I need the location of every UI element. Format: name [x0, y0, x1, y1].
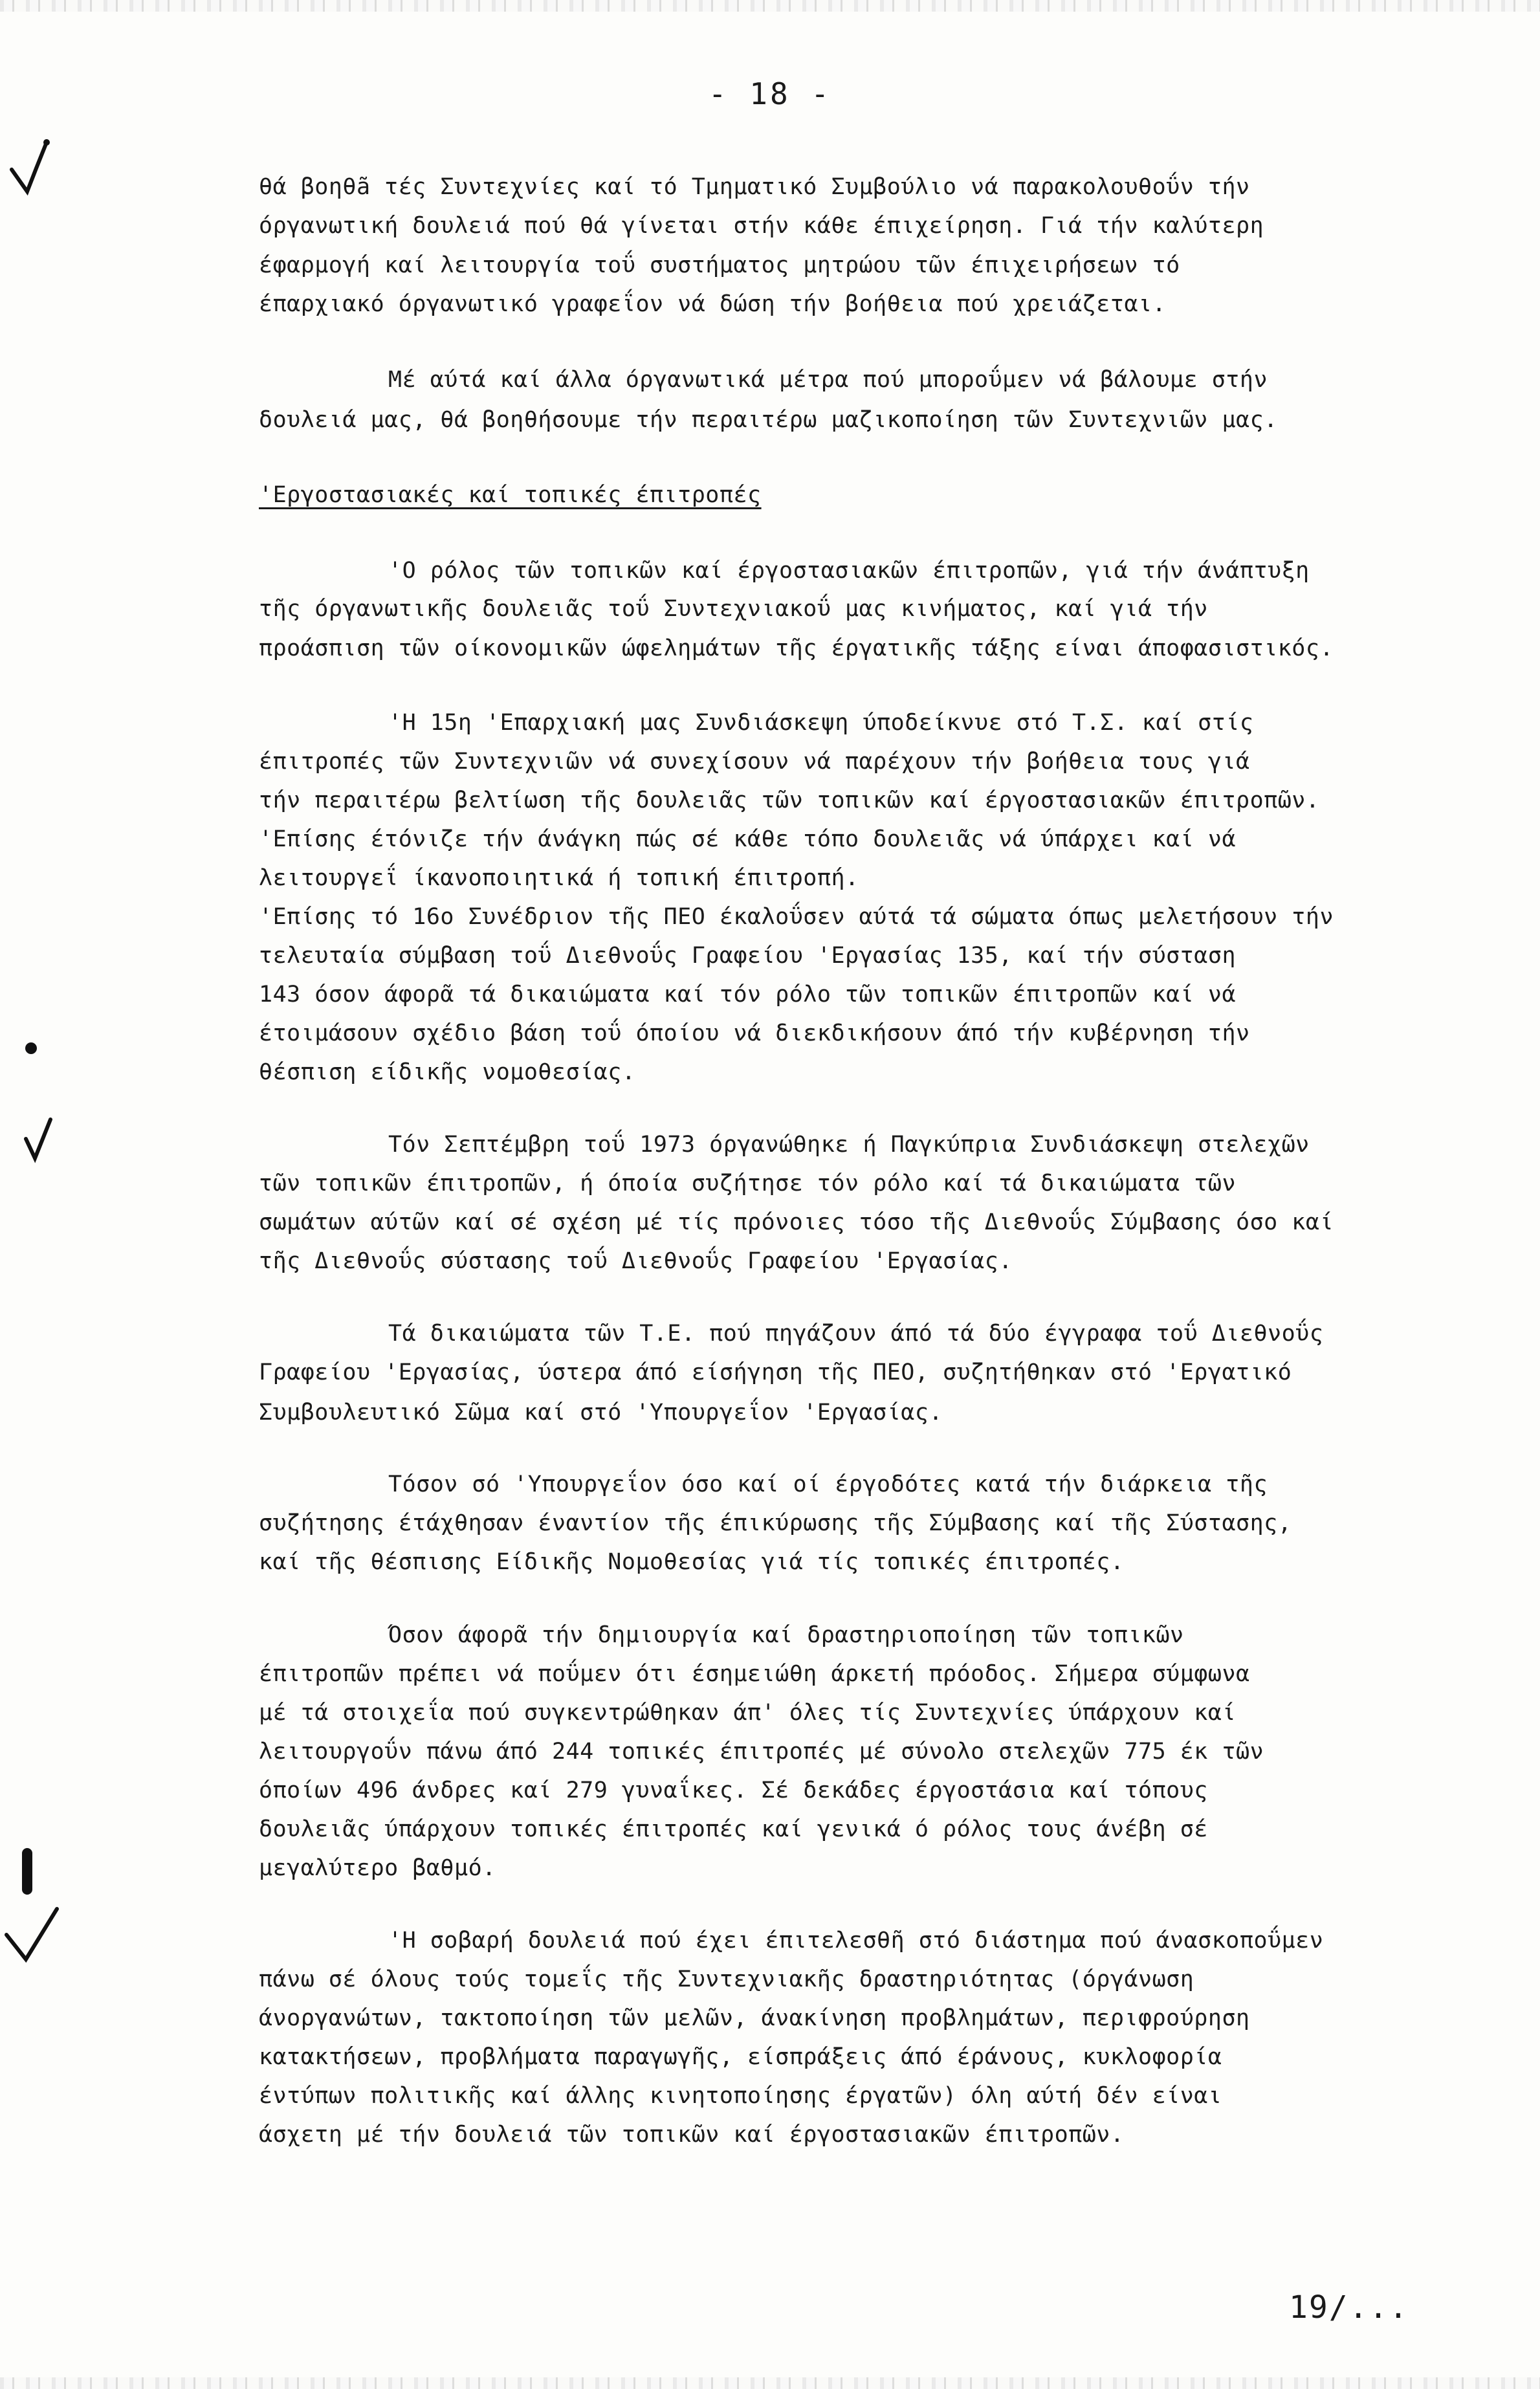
top-scan-edge: [0, 0, 1540, 12]
margin-check-mark-icon: [6, 129, 58, 207]
text-line: έφαρμογή καί λειτουργία τοΰ συστήματος μητρώου τῶν έπιχειρήσεων τό: [259, 252, 1180, 278]
text-line: προάσπιση τῶν οίκονομικῶν ώφελημάτων τῆς έργατικῆς τάξης είναι άποφασιστικός.: [259, 635, 1334, 661]
text-line: μεγαλύτερο βαθμό.: [259, 1855, 496, 1881]
continuation-marker: 19/...: [1289, 2289, 1409, 2326]
text-line: Τόν Σεπτέμβρη τοΰ 1973 όργανώθηκε ή Παγκύπρια Συνδιάσκεψη στελεχῶν: [388, 1132, 1310, 1158]
text-line: Συμβουλευτικό Σῶμα καί στό 'Υπουργεΐον 'Εργασίας.: [259, 1400, 943, 1426]
text-line: 143 όσον άφορᾶ τά δικαιώματα καί τόν ρόλο τῶν τοπικῶν έπιτροπῶν καί νά: [259, 982, 1237, 1007]
text-line: καί τῆς θέσπισης Είδικῆς Νομοθεσίας γιά τίς τοπικές έπιτροπές.: [259, 1549, 1125, 1575]
text-line: μέ τά στοιχεΐα πού συγκεντρώθηκαν άπ' όλες τίς Συντεχνίες ύπάρχουν καί: [259, 1700, 1237, 1726]
margin-punch-mark-icon: [12, 1844, 44, 1902]
text-line: τήν περαιτέρω βελτίωση τῆς δουλειᾶς τῶν τοπικῶν καί έργοστασιακῶν έπιτροπῶν.: [259, 787, 1320, 813]
text-line: σωμάτων αύτῶν καί σέ σχέση μέ τίς πρόνοιες τόσο τῆς Διεθνοΰς Σύμβασης όσο καί: [259, 1209, 1334, 1235]
text-line: 'Επίσης έτόνιζε τήν άνάγκη πώς σέ κάθε τόπο δουλειᾶς νά ύπάρχει καί νά: [259, 826, 1237, 852]
text-line: τελευταία σύμβαση τοΰ Διεθνοΰς Γραφείου 'Εργασίας 135, καί τήν σύσταση: [259, 943, 1237, 969]
bottom-scan-edge: [0, 2377, 1540, 2389]
text-line: Όσον άφορᾶ τήν δημιουργία καί δραστηριοποίηση τῶν τοπικῶν: [388, 1622, 1184, 1648]
text-line: έπιτροπές τῶν Συντεχνιῶν νά συνεχίσουν νά παρέχουν τήν βοήθεια τους γιά: [259, 749, 1250, 775]
text-line: όποίων 496 άνδρες καί 279 γυναΐκες. Σέ δεκάδες έργοστάσια καί τόπους: [259, 1778, 1208, 1803]
text-line: δουλειά μας, θά βοηθήσουμε τήν περαιτέρω μαζικοποίηση τῶν Συντεχνιῶν μας.: [259, 407, 1278, 433]
text-line: Γραφείου 'Εργασίας, ύστερα άπό είσήγηση τῆς ΠΕΟ, συζητήθηκαν στό 'Εργατικό: [259, 1360, 1292, 1385]
text-line: έπιτροπῶν πρέπει νά ποΰμεν ότι έσημειώθη άρκετή πρόοδος. Σήμερα σύμφωνα: [259, 1661, 1250, 1687]
text-line: Τόσον σό 'Υπουργεΐον όσο καί οί έργοδότες κατά τήν διάρκεια τῆς: [388, 1471, 1268, 1497]
text-line: θά βοηθã τές Συντεχνίες καί τό Τμηματικό Συμβούλιο νά παρακολουθοΰν τήν: [259, 174, 1250, 200]
text-line: έτοιμάσουν σχέδιο βάση τοΰ όποίου νά διεκδικήσουν άπό τήν κυβέρνηση τήν: [259, 1020, 1250, 1046]
text-line: δουλειᾶς ύπάρχουν τοπικές έπιτροπές καί γενικά ό ρόλος τους άνέβη σέ: [259, 1816, 1208, 1842]
page-number: - 18 -: [708, 76, 832, 111]
margin-dot-icon: [18, 1035, 44, 1061]
text-line: 'Η σοβαρή δουλειά πού έχει έπιτελεσθῆ στό διάστημα πού άνασκοποΰμεν: [388, 1928, 1324, 1954]
text-line: 'Η 15η 'Επαρχιακή μας Συνδιάσκεψη ύποδείκνυε στό Τ.Σ. καί στίς: [388, 710, 1254, 736]
text-line: λειτουργοΰν πάνω άπό 244 τοπικές έπιτροπές μέ σύνολο στελεχῶν 775 έκ τῶν: [259, 1739, 1264, 1765]
text-line: έντύπων πολιτικῆς καί άλλης κινητοποίησης έργατῶν) όλη αύτή δέν είναι: [259, 2083, 1222, 2109]
margin-check-mark-icon-2: [0, 1902, 65, 1974]
text-line: έπαρχιακό όργανωτικό γραφεΐον νά δώση τήν βοήθεια πού χρειάζεται.: [259, 291, 1167, 317]
text-line: Τά δικαιώματα τῶν Τ.Ε. πού πηγάζουν άπό τά δύο έγγραφα τοΰ Διεθνοΰς: [388, 1321, 1324, 1347]
text-line: λειτουργεΐ ίκανοποιητικά ή τοπική έπιτροπή.: [259, 865, 859, 891]
text-line: συζήτησης έτάχθησαν έναντίον τῆς έπικύρωσης τῆς Σύμβασης καί τῆς Σύστασης,: [259, 1510, 1292, 1536]
margin-tick-icon: [19, 1113, 58, 1171]
text-line: όργανωτική δουλειά πού θά γίνεται στήν κάθε έπιχείρηση. Γιά τήν καλύτερη: [259, 213, 1264, 239]
text-line: τῆς Διεθνοΰς σύστασης τοΰ Διεθνοΰς Γραφείου 'Εργασίας.: [259, 1248, 1013, 1274]
text-line: Μέ αύτά καί άλλα όργανωτικά μέτρα πού μποροΰμεν νά βάλουμε στήν: [388, 367, 1268, 393]
text-line: 'Επίσης τό 16ο Συνέδριον τῆς ΠΕΟ έκαλοΰσεν αύτά τά σώματα όπως μελετήσουν τήν: [259, 904, 1334, 930]
text-line: 'Ο ρόλος τῶν τοπικῶν καί έργοστασιακῶν έπιτροπῶν, γιά τήν άνάπτυξη: [388, 558, 1310, 584]
text-line: άνοργανώτων, τακτοποίηση τῶν μελῶν, άνακίνηση προβλημάτων, περιφρούρηση: [259, 2005, 1250, 2031]
text-line: κατακτήσεων, προβλήματα παραγωγῆς, είσπράξεις άπό έράνους, κυκλοφορία: [259, 2044, 1222, 2070]
text-line: θέσπιση είδικῆς νομοθεσίας.: [259, 1059, 636, 1085]
text-line: τῆς όργανωτικῆς δουλειᾶς τοΰ Συντεχνιακοΰ μας κινήματος, καί γιά τήν: [259, 596, 1208, 622]
text-line: τῶν τοπικῶν έπιτροπῶν, ή όποία συζήτησε τόν ρόλο καί τά δικαιώματα τῶν: [259, 1171, 1237, 1196]
text-line: πάνω σέ όλους τούς τομεΐς τῆς Συντεχνιακῆς δραστηριότητας (όργάνωση: [259, 1966, 1194, 1992]
section-heading: 'Εργοστασιακές καί τοπικές έπιτροπές: [259, 482, 762, 508]
text-line: άσχετη μέ τήν δουλειά τῶν τοπικῶν καί έργοστασιακῶν έπιτροπῶν.: [259, 2122, 1125, 2148]
